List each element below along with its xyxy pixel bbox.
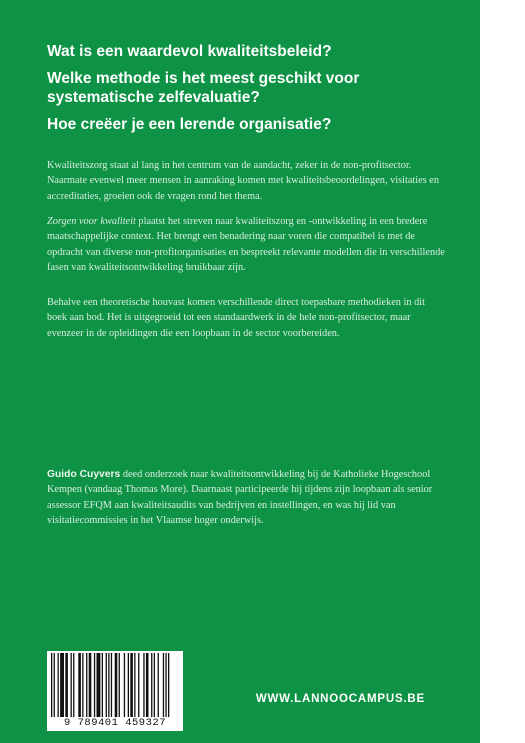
question-1: Wat is een waardevol kwaliteitsbeleid? xyxy=(47,43,332,60)
barcode-bar xyxy=(54,653,55,717)
book-title: Zorgen voor kwaliteit xyxy=(47,216,136,227)
barcode-bar xyxy=(86,653,87,717)
barcode-bar xyxy=(71,653,72,717)
paragraph-methods: Behalve een theoretische houvast komen verschillende direct toepasbare methodieken in dit boek aan bod. Het is uitgegroeid tot een standaardwerk in de hele non-profitsector, maar evenzeer in de opleidingen die een loopbaan in de sector voorbereiden. xyxy=(47,297,425,339)
author-bio xyxy=(47,467,447,529)
barcode-bar xyxy=(89,653,92,717)
barcode-bar xyxy=(73,653,74,717)
isbn-number: 9 789401 459327 xyxy=(47,717,183,729)
barcode-bar xyxy=(134,653,135,717)
barcode-bar xyxy=(168,653,169,717)
barcode-bar xyxy=(51,653,52,717)
barcode-bar xyxy=(106,653,107,717)
barcode-bar xyxy=(94,653,95,717)
paragraph-intro: Kwaliteitszorg staat al lang in het centrum van de aandacht, zeker in de non-profitsector. Naarmate evenwel meer mensen in aanraking komen met kwaliteitsbeoordelingen, visitaties en accreditaties, groeien ook de vragen rond het thema. xyxy=(47,160,440,202)
barcode-bar xyxy=(65,653,68,717)
paragraph-book-text: plaatst het streven naar kwaliteitszorg en -ontwikkeling in een bredere maatschappelijke context. Het brengt een benadering naar voren die compatibel is met de opdracht van diverse non-profitorganisaties en bespreekt relevante modellen die in verschillende fasen van kwaliteitsontwikkeling bruikbaar zijn. xyxy=(47,216,445,274)
barcode-bar xyxy=(58,653,59,717)
barcode-bar xyxy=(154,653,155,717)
barcode-bar xyxy=(115,653,118,717)
barcode-bar xyxy=(78,653,81,717)
publisher-website: WWW.LANNOOCAMPUS.BE xyxy=(255,693,425,705)
barcode-bar xyxy=(108,653,109,717)
barcode-bar xyxy=(143,653,144,717)
question-3: Hoe creëer je een lerende organisatie? xyxy=(47,116,332,133)
barcode-bar xyxy=(165,653,166,717)
barcode-bar xyxy=(146,653,149,717)
barcode-bar xyxy=(111,653,112,717)
paragraph-book xyxy=(47,214,447,276)
isbn-barcode xyxy=(47,651,183,731)
barcode-bar xyxy=(130,653,133,717)
barcode-bar xyxy=(138,653,139,717)
barcode-bar xyxy=(128,653,129,717)
barcode-bar xyxy=(102,653,103,717)
barcode-bar xyxy=(82,653,83,717)
author-bio-text: deed onderzoek naar kwaliteitsontwikkeling bij de Katholieke Hogeschool Kempen (vandaag Thomas More). Daarnaast participeerde hij tijdens zijn loopbaan als senior assessor EFQM aan kwaliteitsaudits van bedrijven en instellingen, en was hij lid van visitatiecommissies in het Vlaamse hoger onderwijs. xyxy=(47,469,433,527)
barcode-bar xyxy=(163,653,164,717)
barcode-bar xyxy=(60,653,64,717)
author-name: Guido Cuyvers xyxy=(47,469,121,480)
barcode-bar xyxy=(124,653,125,717)
barcode-bar xyxy=(97,653,101,717)
question-2: Welke methode is het meest geschikt voor systematische zelfevaluatie? xyxy=(47,70,360,106)
barcode-bar xyxy=(158,653,159,717)
barcode-bar xyxy=(151,653,152,717)
barcode-bar xyxy=(119,653,120,717)
